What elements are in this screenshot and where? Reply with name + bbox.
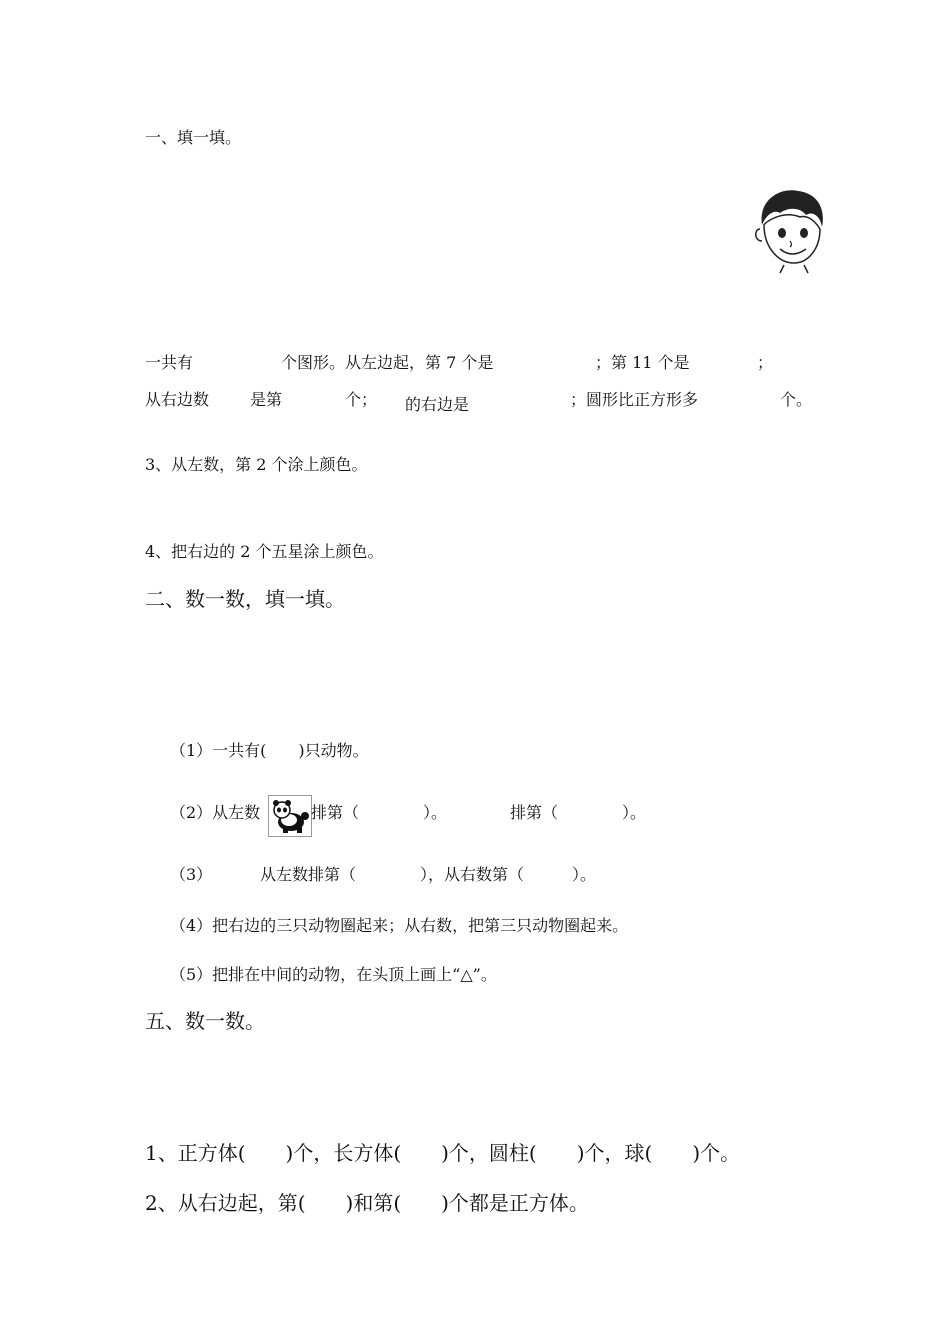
section2-q4: （4）把右边的三只动物圈起来；从右数，把第三只动物圈起来。	[170, 916, 629, 935]
section2-q3a: （3）	[170, 865, 213, 884]
section1-title: 一、填一填。	[145, 128, 242, 147]
section2-q3b: 从左数排第（ ），从右数第（ ）。	[260, 865, 597, 884]
section2-q5: （5）把排在中间的动物，在头顶上画上“△”。	[170, 965, 497, 984]
question-3: 3、从左数，第 2 个涂上颜色。	[145, 455, 368, 474]
section2-q2a: （2）从左数	[170, 803, 261, 822]
section2-q2c: 排第（ ）。	[510, 803, 647, 822]
section5-q1: 1、正方体( )个，长方体( )个，圆柱( )个，球( )个。	[145, 1141, 741, 1165]
blank-line-2: 从右边数 是第 个； 的右边是 ；圆形比正方形多 个。	[145, 390, 813, 414]
blank-line-1: 一共有 个图形。从左边起，第 7 个是 ；第 11 个是 ；	[145, 353, 774, 372]
section2-title: 二、数一数，填一填。	[145, 587, 345, 611]
section2-q2b: 排第（ ）。	[311, 803, 448, 822]
question-4: 4、把右边的 2 个五星涂上颜色。	[145, 542, 384, 561]
section5-q2: 2、从右边起，第( )和第( )个都是正方体。	[145, 1191, 589, 1215]
section5-title: 五、数一数。	[145, 1009, 265, 1033]
section2-q1: （1）一共有( )只动物。	[170, 741, 369, 760]
boy-face-illustration	[750, 185, 830, 275]
panda-icon	[268, 795, 312, 837]
